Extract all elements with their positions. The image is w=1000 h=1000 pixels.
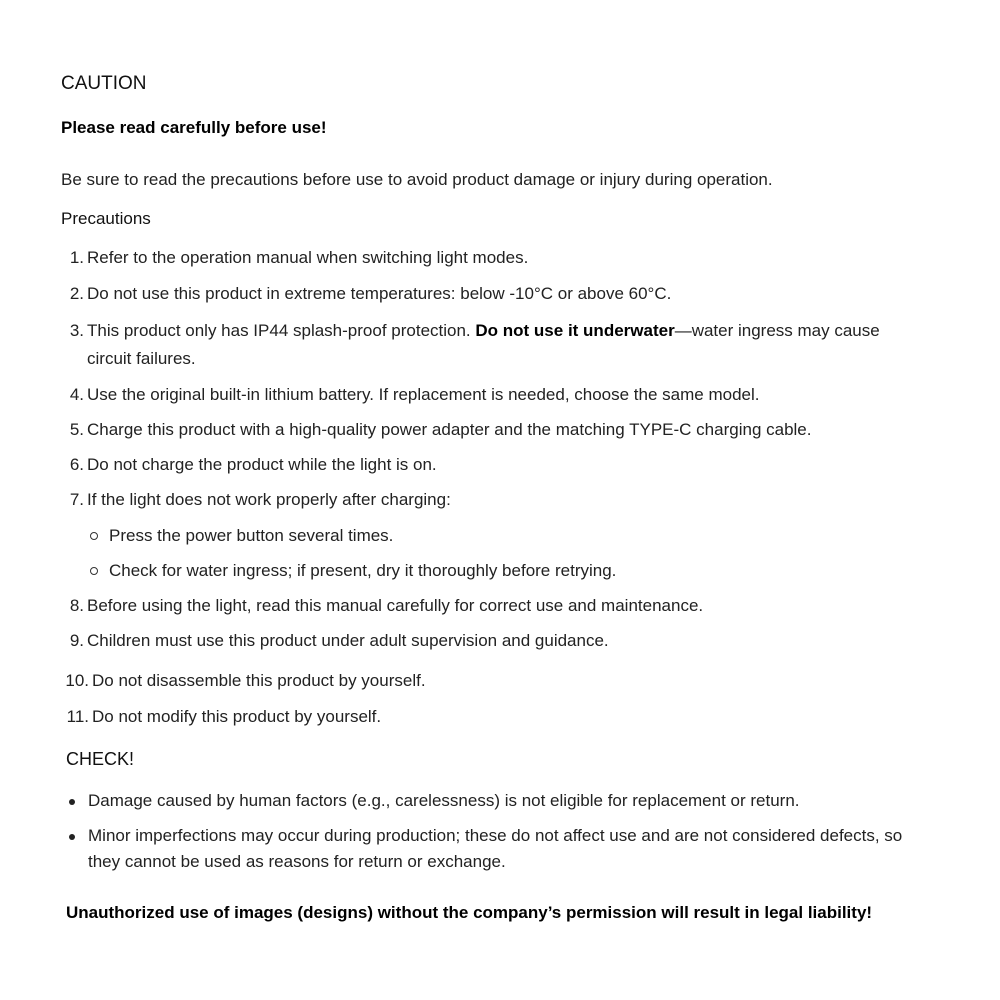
list-item-number: 7. — [69, 490, 84, 509]
list-item-text: Do not modify this product by yourself. — [92, 707, 382, 726]
text-segment: This product only has IP44 splash-proof protection. — [87, 321, 476, 340]
list-item-text — [87, 320, 880, 342]
list-item — [0, 247, 1000, 271]
list-item-number: 1. — [69, 248, 84, 267]
list-item-text: Do not charge the product while the light is on. — [87, 455, 437, 474]
text-segment: —water ingress may cause — [674, 321, 880, 340]
caution-heading: CAUTION — [61, 73, 147, 94]
list-item-text: Do not disassemble this product by yourself. — [92, 671, 426, 690]
list-item-text: Use the original built-in lithium battery. If replacement is needed, choose the same model. — [87, 385, 760, 404]
list-item — [0, 454, 1000, 478]
underwater-warning: Do not use it underwater — [475, 321, 675, 340]
circle-bullet-icon — [90, 567, 98, 575]
bullet-icon — [69, 799, 75, 805]
list-item-number: 10. — [65, 671, 89, 690]
legal-notice: Unauthorized use of images (designs) without the company’s permission will result in legal liability! — [66, 903, 873, 922]
check-item — [0, 790, 1000, 814]
list-item-number: 9. — [69, 631, 84, 650]
list-item-text: Children must use this product under adult supervision and guidance. — [87, 631, 609, 650]
list-item-text: If the light does not work properly after charging: — [87, 490, 451, 509]
list-item — [0, 670, 1000, 694]
list-item-number: 4. — [69, 385, 84, 404]
list-item-text-continued: circuit failures. — [87, 349, 196, 368]
read-notice: Please read carefully before use! — [61, 118, 327, 137]
list-item — [0, 706, 1000, 730]
list-item — [0, 320, 1000, 368]
list-item-text: Refer to the operation manual when switching light modes. — [87, 248, 529, 267]
list-item — [0, 595, 1000, 619]
list-item-number: 11. — [66, 707, 89, 726]
check-heading: CHECK! — [66, 749, 135, 769]
list-item-text: Charge this product with a high-quality power adapter and the matching TYPE-C charging cable. — [87, 420, 812, 439]
list-item — [0, 489, 1000, 513]
check-item-text: Minor imperfections may occur during production; these do not affect use and are not considered defects, so — [88, 826, 903, 845]
list-item — [0, 283, 1000, 307]
list-item-number: 2. — [69, 284, 84, 303]
list-item-number: 6. — [69, 455, 84, 474]
list-item-text: Before using the light, read this manual carefully for correct use and maintenance. — [87, 596, 704, 615]
list-item — [0, 630, 1000, 654]
list-item-number: 8. — [69, 596, 84, 615]
check-item-text-continued: they cannot be used as reasons for return or exchange. — [88, 852, 506, 871]
list-item-number: 5. — [69, 420, 84, 439]
list-item-number: 3. — [69, 321, 84, 340]
list-item — [0, 419, 1000, 443]
sub-list-item — [0, 560, 1000, 584]
precautions-heading: Precautions — [61, 209, 151, 228]
sub-list-item-text: Press the power button several times. — [109, 526, 394, 545]
list-item — [0, 384, 1000, 408]
intro-paragraph: Be sure to read the precautions before use to avoid product damage or injury during operation. — [61, 170, 773, 189]
bullet-icon — [69, 834, 75, 840]
sub-list-item-text: Check for water ingress; if present, dry it thoroughly before retrying. — [109, 561, 617, 580]
circle-bullet-icon — [90, 532, 98, 540]
sub-list-item — [0, 525, 1000, 549]
list-item-text: Do not use this product in extreme temperatures: below -10°C or above 60°C. — [87, 284, 672, 303]
check-item — [0, 825, 1000, 871]
check-item-text: Damage caused by human factors (e.g., carelessness) is not eligible for replacement or return. — [88, 791, 800, 810]
